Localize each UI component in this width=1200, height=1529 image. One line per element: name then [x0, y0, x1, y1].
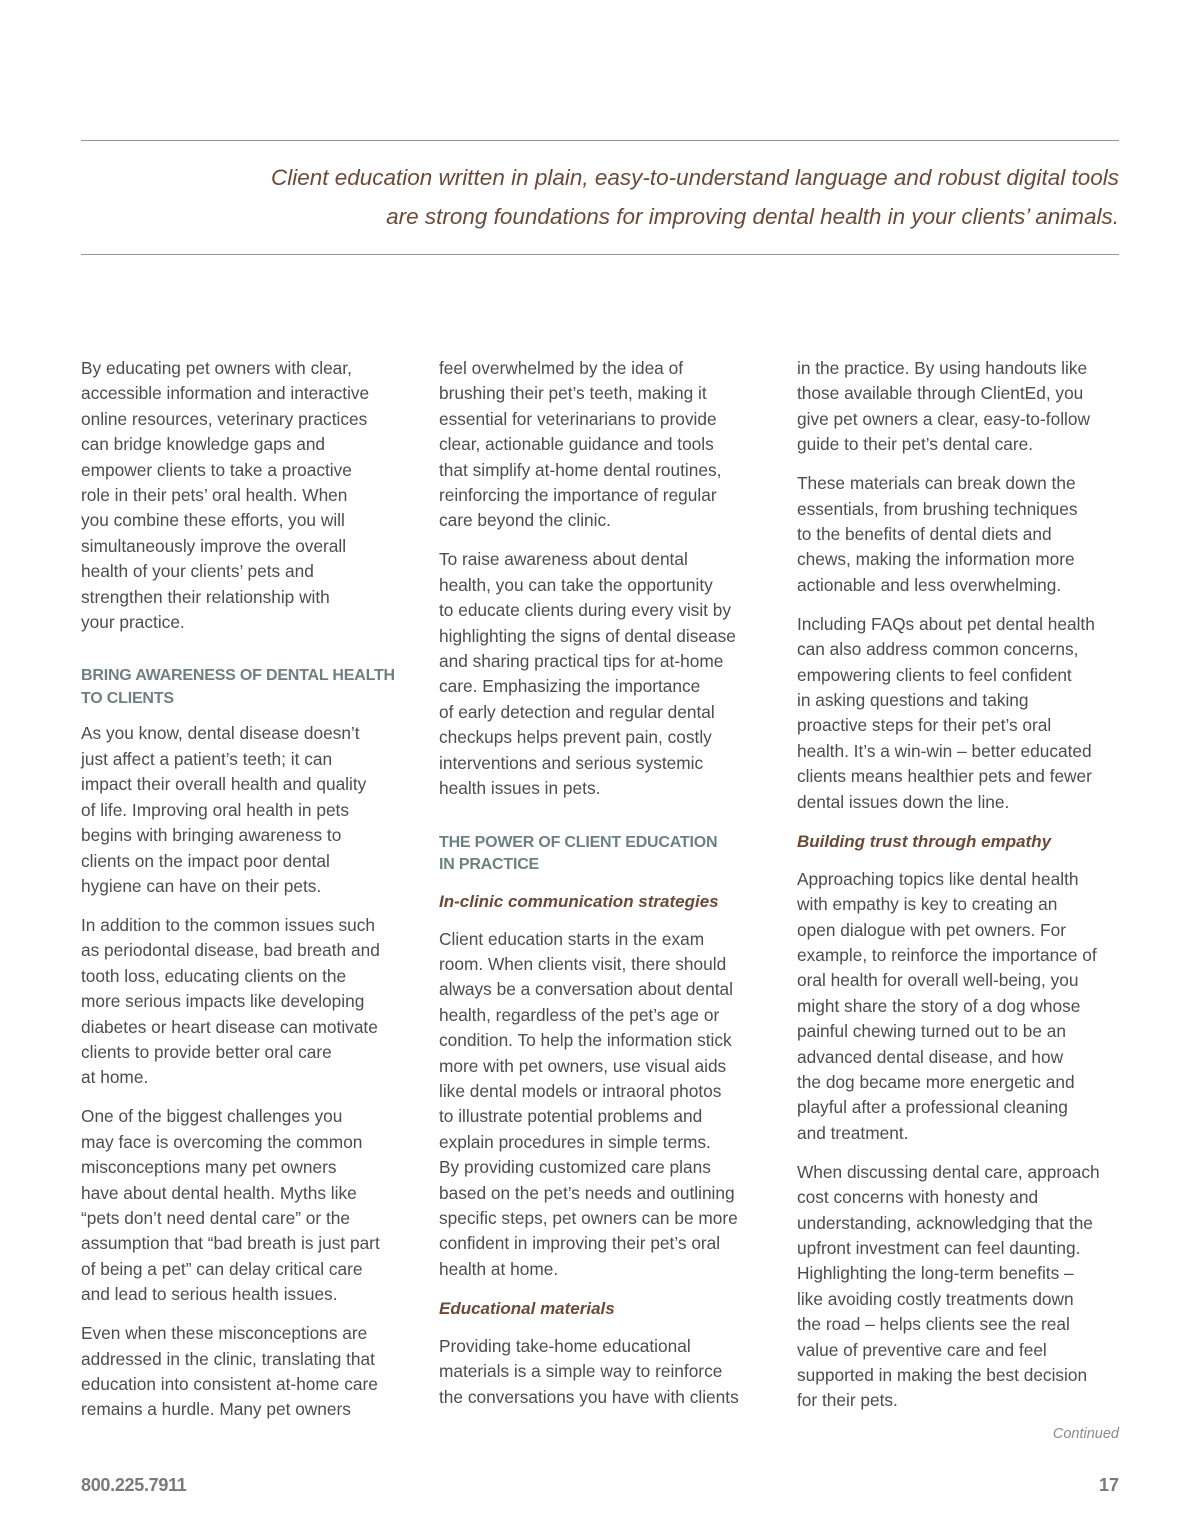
text-line: These materials can break down the [797, 473, 1076, 494]
pullquote [81, 158, 1119, 236]
text-line: As you know, dental disease doesn’t [81, 723, 360, 744]
text-line: room. When clients visit, there should [439, 953, 727, 974]
text-line: in asking questions and taking [797, 690, 1029, 711]
subsection-heading [797, 829, 1127, 854]
text-line: By educating pet owners with clear, [81, 358, 352, 378]
footer-phone-number: 800.225.7911 [81, 1475, 187, 1495]
text-line: oral health for overall well-being, you [797, 970, 1079, 991]
text-line: health at home. [439, 1258, 559, 1279]
text-line: you combine these efforts, you will [81, 510, 345, 531]
text-line: can also address common concerns, [797, 639, 1079, 660]
body-paragraph [81, 721, 411, 899]
text-line: like dental models or intraoral photos [439, 1080, 722, 1101]
text-line: to illustrate potential problems and [439, 1106, 703, 1127]
text-line: that simplify at-home dental routines, [439, 459, 722, 480]
text-line: In-clinic communication strategies [439, 891, 719, 911]
article-column-2 [439, 356, 769, 1424]
text-line: based on the pet’s needs and outlining [439, 1182, 735, 1203]
text-line: health issues in pets. [439, 778, 601, 799]
body-paragraph [797, 1160, 1127, 1414]
text-line: can bridge knowledge gaps and [81, 434, 326, 455]
text-line: Educational materials [439, 1298, 615, 1318]
text-line: have about dental health. Myths like [81, 1182, 357, 1203]
text-line: upfront investment can feel daunting. [797, 1237, 1081, 1258]
pullquote-bottom-divider [81, 254, 1119, 255]
text-line: always be a conversation about dental [439, 979, 733, 1000]
text-line: may face is overcoming the common [81, 1131, 363, 1152]
text-line: actionable and less overwhelming. [797, 574, 1062, 595]
text-line: highlighting the signs of dental disease [439, 625, 736, 646]
text-line: begins with bringing awareness to [81, 825, 342, 846]
section-heading [439, 832, 769, 877]
text-line: When discussing dental care, approach [797, 1161, 1100, 1182]
text-line: remains a hurdle. Many pet owners [81, 1399, 351, 1420]
text-line: the conversations you have with clients [439, 1386, 739, 1407]
text-line: misconceptions many pet owners [81, 1157, 337, 1178]
text-line: chews, making the information more [797, 549, 1075, 570]
text-line: Highlighting the long-term benefits – [797, 1263, 1074, 1284]
text-line: example, to reinforce the importance of [797, 944, 1097, 965]
text-line: education into consistent at-home care [81, 1374, 378, 1394]
text-line: playful after a professional cleaning [797, 1097, 1068, 1118]
body-paragraph [439, 927, 769, 1283]
text-line: role in their pets’ oral health. When [81, 485, 348, 506]
text-line: clients means healthier pets and fewer [797, 766, 1092, 787]
text-line: empower clients to take a proactive [81, 459, 352, 480]
text-line: dental issues down the line. [797, 791, 1010, 812]
text-line: accessible information and interactive [81, 383, 370, 404]
text-line: addressed in the clinic, translating that [81, 1348, 375, 1369]
text-line: health, you can take the opportunity [439, 574, 713, 595]
text-line: health, regardless of the pet’s age or [439, 1004, 720, 1025]
text-line: health of your clients’ pets and [81, 561, 314, 582]
body-paragraph [797, 867, 1127, 1146]
continued-label: Continued [1052, 1426, 1119, 1442]
text-line: brushing their pet’s teeth, making it [439, 383, 707, 404]
text-line: your practice. [81, 612, 185, 633]
text-line: explain procedures in simple terms. [439, 1131, 711, 1152]
text-line: in the practice. By using handouts like [797, 358, 1088, 378]
text-line: TO CLIENTS [81, 689, 174, 707]
text-line: clear, actionable guidance and tools [439, 434, 714, 455]
text-line: guide to their pet’s dental care. [797, 434, 1034, 455]
text-line: of early detection and regular dental [439, 701, 715, 722]
text-line: reinforcing the importance of regular [439, 485, 717, 506]
text-line: In addition to the common issues such [81, 914, 375, 935]
text-line: strengthen their relationship with [81, 586, 330, 607]
body-paragraph [81, 913, 411, 1091]
text-line: essentials, from brushing techniques [797, 498, 1078, 519]
footer-page-number: 17 [1098, 1475, 1119, 1495]
text-line: with empathy is key to creating an [797, 894, 1058, 915]
text-line: value of preventive care and feel [797, 1339, 1047, 1360]
text-line: advanced dental disease, and how [797, 1046, 1064, 1067]
text-line: and lead to serious health issues. [81, 1284, 338, 1305]
pullquote-line: are strong foundations for improving dental health in your clients’ animals. [386, 204, 1119, 229]
text-line: impact their overall health and quality [81, 774, 367, 795]
text-line: the road – helps clients see the real [797, 1314, 1070, 1335]
text-line: clients on the impact poor dental [81, 850, 330, 871]
text-line: more with pet owners, use visual aids [439, 1055, 727, 1076]
text-line: Approaching topics like dental health [797, 868, 1079, 889]
text-line: like avoiding costly treatments down [797, 1288, 1074, 1309]
text-line: at home. [81, 1067, 149, 1088]
text-line: essential for veterinarians to provide [439, 408, 717, 429]
body-paragraph [81, 1321, 411, 1423]
text-line: To raise awareness about dental [439, 549, 688, 570]
text-line: supported in making the best decision [797, 1365, 1088, 1385]
text-line: to educate clients during every visit by [439, 600, 732, 621]
text-line: and sharing practical tips for at-home [439, 651, 724, 672]
text-line: tooth loss, educating clients on the [81, 965, 347, 986]
text-line: empowering clients to feel confident [797, 664, 1072, 685]
text-line: IN PRACTICE [439, 856, 540, 873]
subsection-heading [439, 1296, 769, 1321]
text-line: Building trust through empathy [797, 831, 1052, 851]
text-line: cost concerns with honesty and [797, 1187, 1039, 1208]
text-line: “pets don’t need dental care” or the [81, 1207, 350, 1228]
text-line: condition. To help the information stick [439, 1030, 732, 1051]
body-paragraph [439, 356, 769, 534]
text-line: health. It’s a win-win – better educated [797, 740, 1092, 761]
text-line: more serious impacts like developing [81, 991, 365, 1012]
text-line: Providing take-home educational [439, 1335, 691, 1356]
text-line: as periodontal disease, bad breath and [81, 940, 380, 961]
text-line: materials is a simple way to reinforce [439, 1361, 723, 1382]
text-line: of life. Improving oral health in pets [81, 799, 350, 820]
text-line: feel overwhelmed by the idea of [439, 358, 684, 378]
text-line: painful chewing turned out to be an [797, 1021, 1067, 1042]
text-line: proactive steps for their pet’s oral [797, 715, 1052, 736]
body-paragraph [797, 356, 1127, 458]
text-line: those available through ClientEd, you [797, 383, 1084, 404]
pullquote-top-divider [81, 140, 1119, 141]
text-line: for their pets. [797, 1390, 898, 1411]
body-paragraph [81, 1104, 411, 1307]
body-paragraph [81, 356, 411, 635]
text-line: online resources, veterinary practices [81, 408, 368, 429]
body-paragraph [797, 471, 1127, 598]
text-line: the dog became more energetic and [797, 1071, 1075, 1092]
body-paragraph [797, 612, 1127, 815]
text-line: THE POWER OF CLIENT EDUCATION [439, 833, 718, 851]
text-line: understanding, acknowledging that the [797, 1212, 1093, 1233]
text-line: to the benefits of dental diets and [797, 524, 1052, 545]
article-column-3 [797, 356, 1127, 1427]
text-line: of being a pet” can delay critical care [81, 1258, 363, 1279]
subsection-heading [439, 889, 769, 914]
article-column-1 [81, 356, 411, 1436]
section-heading [81, 665, 411, 710]
body-paragraph [439, 547, 769, 801]
text-line: Even when these misconceptions are [81, 1323, 368, 1344]
text-line: care beyond the clinic. [439, 510, 611, 531]
text-line: give pet owners a clear, easy-to-follow [797, 408, 1090, 429]
text-line: checkups helps prevent pain, costly [439, 727, 712, 748]
text-line: Including FAQs about pet dental health [797, 613, 1095, 634]
text-line: hygiene can have on their pets. [81, 875, 322, 896]
text-line: diabetes or heart disease can motivate [81, 1016, 378, 1037]
text-line: interventions and serious systemic [439, 752, 704, 773]
text-line: specific steps, pet owners can be more [439, 1207, 738, 1228]
text-line: and treatment. [797, 1122, 909, 1143]
text-line: Client education starts in the exam [439, 928, 705, 949]
text-line: confident in improving their pet’s oral [439, 1233, 721, 1254]
text-line: just affect a patient’s teeth; it can [81, 748, 333, 769]
text-line: open dialogue with pet owners. For [797, 919, 1066, 940]
text-line: assumption that “bad breath is just part [81, 1233, 380, 1254]
text-line: By providing customized care plans [439, 1157, 711, 1178]
text-line: clients to provide better oral care [81, 1041, 332, 1062]
pullquote-line: Client education written in plain, easy-to-understand language and robust digital tools [270, 165, 1119, 190]
body-paragraph [439, 1334, 769, 1410]
text-line: care. Emphasizing the importance [439, 676, 701, 697]
text-line: simultaneously improve the overall [81, 535, 347, 556]
text-line: BRING AWARENESS OF DENTAL HEALTH [81, 667, 395, 685]
text-line: might share the story of a dog whose [797, 995, 1081, 1016]
text-line: One of the biggest challenges you [81, 1106, 343, 1127]
